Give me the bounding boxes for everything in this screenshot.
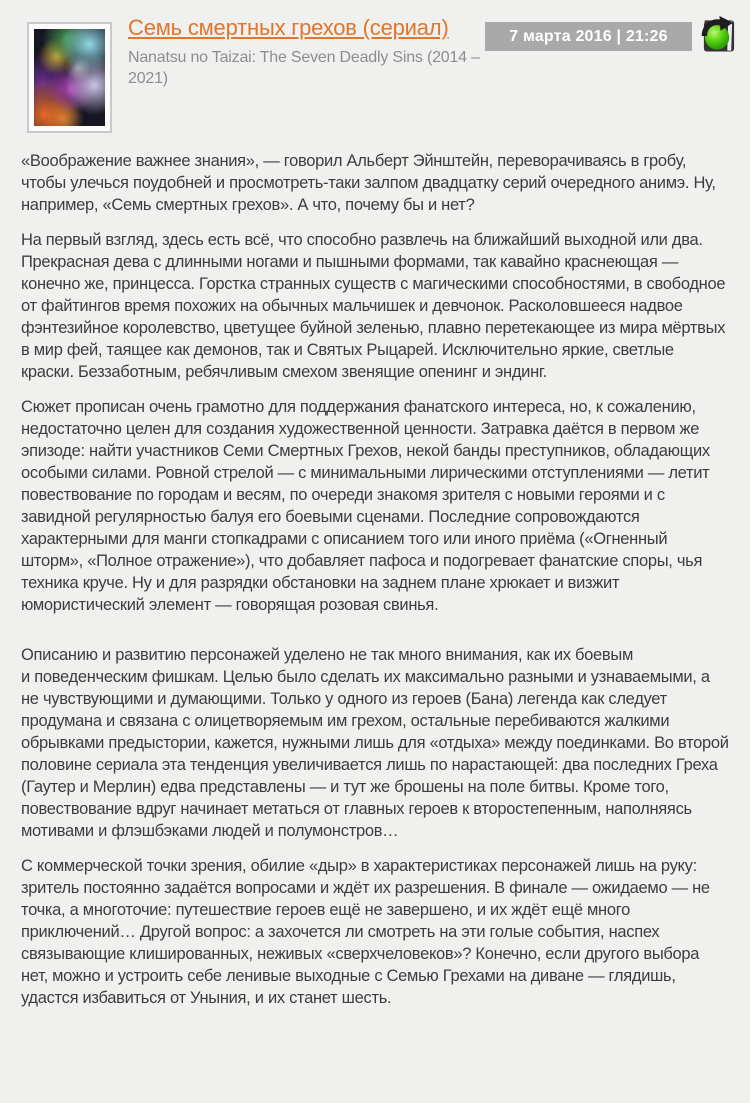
title-block [128, 15, 490, 89]
entry-header [0, 0, 750, 150]
green-refresh-arrow-glyph [700, 14, 737, 55]
poster-image [34, 29, 105, 126]
entry-title-link[interactable]: Семь смертных грехов (сериал) [128, 15, 449, 40]
date-badge: 7 марта 2016 | 21:26 [485, 22, 692, 51]
review-paragraph-2: На первый взгляд, здесь есть всё, что способно развлечь на ближайший выходной или два. Прекрасная дева с длинными ногами и пышными формами, так кавайно краснеющая — конечно же, принцесса. Горстка странных существ с магическими способностями, в свободное от файтингов время похожих на обычных мальчишек и девчонок. Расколовшееся надвое фэнтезийное королевство, цветущее буйной зеленью, плавно перетекающее из мира мёртвых в мир фей, таящее как демонов, так и Святых Рыцарей. Исключительно яркие, светлые краски. Беззаботным, ребячливым смехом звенящие опенинг и эндинг. [21, 231, 726, 381]
green-refresh-arrow-icon[interactable] [700, 14, 737, 55]
poster-thumbnail-link[interactable] [27, 22, 112, 133]
review-paragraph-3: Сюжет прописан очень грамотно для поддержания фанатского интереса, но, к сожалению, недостаточно целен для создания художественной ценности. Затравка даётся в первом же эпизоде: найти участников Семи Смертных Грехов, некой банды преступников, обладающих особыми силами. Ровной стрелой — с минимальными лирическими отступлениями — летит повествование по городам и весям, по очереди знакомя зрителя с новыми героями и с завидной регулярностью балуя его боевыми сценами. Последние сопровождаются характерными для манги стопкадрами с описанием того или иного приёма («Огненный шторм», «Полное отражение»), что добавляет пафоса и подогревает фанатские споры, чья техника круче. Ну и для разрядки обстановки на заднем плане хрюкает и визжит юмористический элемент — говорящая розовая свинья. [21, 398, 710, 614]
review-paragraph-1: «Воображение важнее знания», — говорил Альберт Эйнштейн, переворачиваясь в гробу, чтобы улечься поудобней и просмотреть-таки залпом двадцатку серий очередного анимэ. Ну, например, «Семь смертных грехов». А что, почему бы и нет? [21, 152, 716, 214]
review-paragraph-5: С коммерческой точки зрения, обилие «дыр» в характеристиках персонажей лишь на руку: зритель постоянно задаётся вопросами и ждёт их разрешения. В финале — ожидаемо — не точка, а многоточие: путешествие героев ещё не завершено, и их ждёт ещё много приключений… Другой вопрос: а захочется ли смотреть на эти голые события, наспех связывающие клишированных, неживых «сверхчеловеков»? Конечно, если другого выбора нет, можно и устроить себе ленивые выходные с Семью Грехами на диване — глядишь, удастся избавиться от Уныния, и их станет шесть. [21, 857, 710, 1007]
entry-subtitle: Nanatsu no Taizai: The Seven Deadly Sins (2014 – 2021) [128, 49, 480, 87]
review-text [0, 150, 750, 1009]
review-paragraph-4: Описанию и развитию персонажей уделено не так много внимания, как их боевым и поведенческим фишкам. Целью было сделать их максимально разными и узнаваемыми, а не чувствующими и думающими. Только у одного из героев (Бана) легенда как следует продумана и связана с олицетворяемым им грехом, остальные перебиваются жалкими обрывками предыстории, кажется, нужными лишь для «отдыха» между поединками. Во второй половине сериала эта тенденция увеличивается лишь по нарастающей: два последних Греха (Гаутер и Мерлин) едва представлены — и тут же брошены на поле битвы. Кроме того, повествование вдруг начинает метаться от главных героев к второстепенным, наполняясь мотивами и флэшбэками людей и полумонстров… [21, 646, 729, 840]
